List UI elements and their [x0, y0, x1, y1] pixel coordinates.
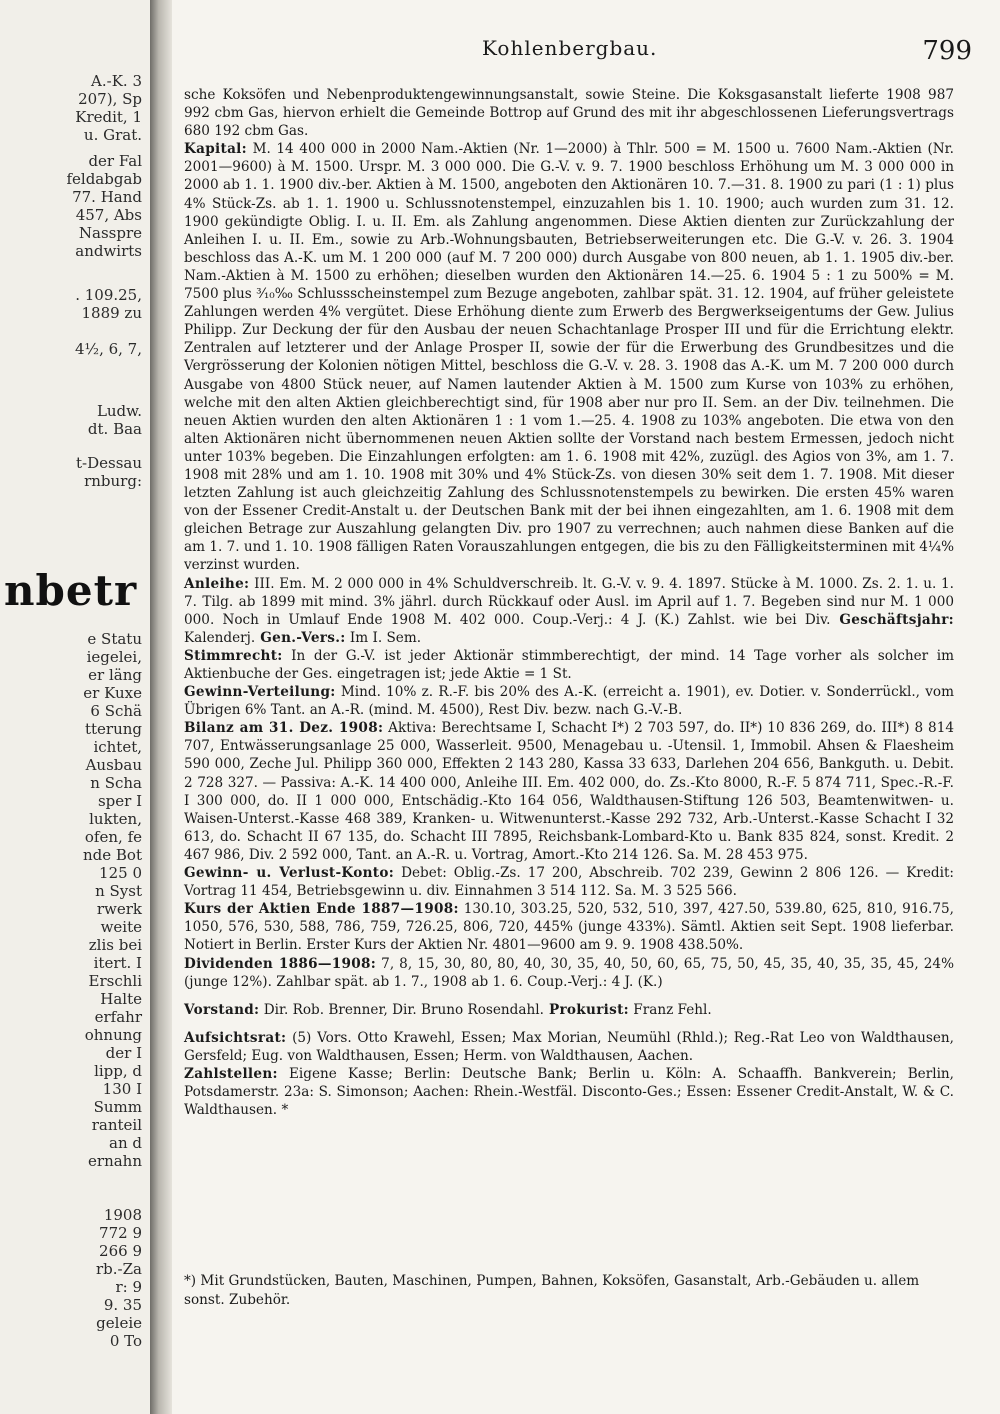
facing-page-line: 9. 35	[103, 1296, 142, 1314]
paragraph-text: (5) Vors. Otto Krawehl, Essen; Max Morian, Neumühl (Rhld.); Reg.-Rat Leo von Waldthausen, Gersfeld; Eug. von Waldthausen, Essen; Herm. von Waldthausen, Aachen.	[184, 1029, 954, 1064]
facing-page-line: weite	[100, 918, 142, 936]
facing-page-line: 457, Abs	[75, 206, 142, 224]
facing-page-line: tterung	[84, 720, 142, 738]
facing-page-line: nde Bot	[83, 846, 142, 864]
paragraph-text: sche Koksöfen und Nebenproduktengewinnungsanstalt, sowie Steine. Die Koksgasanstalt lieferte 1908 987 992 cbm Gas, hiervon erhielt die Gemeinde Bottrop auf Grund des mit ihr abgeschlossenen Lieferungsvertrags 680 192 cbm Gas.	[184, 87, 954, 140]
facing-page-line: 6 Schä	[90, 702, 142, 720]
facing-page-line: 207), Sp	[78, 90, 142, 108]
facing-page-line: lukten,	[89, 810, 142, 828]
facing-page-line: der Fal	[88, 152, 142, 170]
facing-page-line: feldabgab	[66, 170, 142, 188]
paragraph-text: 130.10, 303.25, 520, 532, 510, 397, 427.50, 539.80, 625, 810, 916.75, 1050, 576, 530, 588, 786, 759, 726.25, 806, 720, 445% (junge 433%). Sämtl. Aktien seit Sept. 1908 lieferbar. Notiert in Berlin. Erster Kurs der Aktien Nr. 4801—9600 am 9. 9. 1908 438.50%.	[184, 901, 954, 954]
paragraph-label: Dividenden 1886—1908:	[184, 955, 377, 972]
facing-page-line: rnburg:	[84, 472, 142, 490]
facing-page	[0, 0, 151, 1414]
book-gutter	[150, 0, 172, 1414]
facing-page-line: itert. I	[93, 954, 142, 972]
paragraph	[184, 900, 954, 954]
facing-page-line: an d	[109, 1134, 142, 1152]
facing-page-line: sper I	[97, 792, 142, 810]
paragraph-text: Kalenderj.	[184, 629, 256, 646]
paragraph-text: Im I. Sem.	[345, 629, 422, 646]
paragraph	[184, 647, 954, 683]
facing-page-line: Nasspre	[78, 224, 142, 242]
page-number: 799	[922, 36, 972, 66]
paragraph-text: Debet: Oblig.-Zs. 17 200, Abschreib. 702 239, Gewinn 2 806 126. — Kredit: Vortrag 11 454, Betriebsgewinn u. div. Einnahmen 3 514 112. Sa. M. 3 525 566.	[184, 865, 954, 900]
facing-page-line: rwerk	[96, 900, 142, 918]
paragraph-text: Aktiva: Berechtsame I, Schacht I*) 2 703 597, do. II*) 10 836 269, do. III*) 8 814 707, Entwässerungsanlage 25 000, Wasserleit. 9500, Menagebau u. -Utensil. 1, Immobil. Ahsen & Flaesheim 590 000, Zeche Jul. Philipp 360 000, Effekten 2 143 280, Kassa 33 633, Darlehen 204 656, Bankguth. u. Debit. 2 728 327. — Passiva: A.-K. 14 400 000, Anleihe III. Em. 402 000, do. Zs.-Kto 8000, R.-F. 5 874 711, Spec.-R.-F. I 300 000, do. II 1 000 000, Entschädig.-Kto 164 056, Waldthausen-Stiftung 126 503, Beamtenwitwen- u. Waisen-Unterst.-Kasse 468 389, Kranken- u. Witwenunterst.-Kasse 292 732, Arb.-Unterst.-Kasse Schacht I 32 613, do. Schacht II 67 135, do. Schacht III 7895, Reichsbank-Lombard-Kto u. Bank 835 824, sonst. Kredit. 2 467 986, Div. 2 592 000, Tant. an A.-R. u. Vortrag, Amort.-Kto 214 126. Sa. M. 28 453 975.	[184, 720, 955, 863]
paragraph	[184, 1001, 954, 1019]
facing-page-line: e Statu	[87, 630, 142, 648]
facing-page-line: er läng	[88, 666, 142, 684]
facing-page-line: rb.-Za	[96, 1260, 142, 1278]
paragraph-text: Franz Fehl.	[628, 1001, 712, 1018]
facing-page-line: Erschli	[88, 972, 142, 990]
paragraph-label: Anleihe:	[184, 575, 250, 592]
facing-page-line: der I	[105, 1044, 142, 1062]
paragraph-text: M. 14 400 000 in 2000 Nam.-Aktien (Nr. 1—2000) à Thlr. 500 = M. 1500 u. 7600 Nam.-Aktien (Nr. 2001—9600) à M. 1500. Urspr. M. 3 000 000. Die G.-V. v. 9. 7. 1900 beschloss Erhöhung um M. 3 000 000 in 2000 ab 1. 1. 1900 div.-ber. Aktien à M. 1500, angeboten den Aktionären 10. 7.—31. 8. 1900 zu pari (1 : 1) plus 4% Stück-Zs. ab 1. 1. 1900 u. Schlussnotenstempel, einzuzahlen bis 1. 10. 1900; auch wurden zum 31. 12. 1900 gekündigte Oblig. I. u. II. Em. als Zahlung angenommen. Diese Aktien dienten zur Zurückzahlung der Anleihen I. u. II. Em., sowie zu Arb.-Wohnungsbauten, Betriebserweiterungen etc. Die G.-V. v. 26. 3. 1904 beschloss das A.-K. um M. 1 200 000 (auf M. 7 200 000) durch Ausgabe von 800 neuen, ab 1. 1. 1905 div.-ber. Nam.-Aktien à M. 1500 zu erhöhen; dieselben wurden den Aktionären 14.—25. 6. 1904 5 : 1 zu 500% = M. 7500 plus ³⁄₁₀‰ Schlussscheinstempel zum Bezuge angeboten, zahlbar spät. 31. 12. 1904, auf früher geleistete Zahlungen werden 4% vergütet. Diese Erhöhung diente zum Erwerb des Bergwerkseigentums der Gew. Julius Philipp. Zur Deckung der für den Ausbau der neuen Schachtanlage Prosper III und für die Errichtung elektr. Zentralen auf letzterer und der Anlage Prosper II, sowie der für die Erwerbung des Grundbesitzes und die Vergrösserung der Kolonien nötigen Mittel, beschloss die G.-V. v. 28. 3. 1908 das A.-K. um M. 7 200 000 durch Ausgabe von 4800 Stück neuer, auf Namen lautender Aktien à M. 1500 zum Kurse von 103% zu erhöhen, welche mit den alten Aktien gleichberechtigt sind, für 1908 aber nur pro II. Sem. an der Div. teilnehmen. Die neuen Aktien wurden den alten Aktionären 1 : 1 vom 1.—25. 4. 1908 zu 103% angeboten. Die etwa von den alten Aktionären nicht übernommenen neuen Aktien sollte der Vorstand nach bestem Ermessen, jedoch nicht unter 103% begeben. Die Einzahlungen erfolgten: am 1. 6. 1908 mit 42%, zuzügl. des Agios von 3%, am 1. 7. 1908 mit 28% und am 1. 10. 1908 mit 30% und 4% Stück-Zs. von diesen 30% seit dem 1. 7. 1908. Mit dieser letzten Zahlung ist auch gleichzeitig Zahlung des Schlussnotenstempels zu bewirken. Die ersten 45% waren von der Essener Credit-Anstalt u. der Deutschen Bank mit der bei ihnen eingezahlten, am 1. 6. 1908 mit dem gleichen Betrage zur Auszahlung gelangten Div. pro 1907 zu verrechnen; auch nahmen diese Banken auf die am 1. 7. und 1. 10. 1908 fälligen Raten Vorauszahlungen entgegen, die bis zu den Fälligkeitsterminen mit 4¼% verzinst wurden.	[184, 141, 954, 574]
footnote: *) Mit Grundstücken, Bauten, Maschinen, Pumpen, Bahnen, Koksöfen, Gasanstalt, Arb.-Gebäuden u. allem sonst. Zubehör.	[184, 1273, 920, 1308]
facing-page-line: 1908	[103, 1206, 142, 1224]
facing-page-line: ichtet,	[93, 738, 142, 756]
paragraph-label: Geschäftsjahr:	[830, 611, 955, 628]
facing-page-line: iegelei,	[86, 648, 142, 666]
paragraph-text: 7, 8, 15, 30, 80, 80, 40, 30, 35, 40, 50, 60, 65, 75, 50, 45, 35, 40, 35, 35, 45, 24% (junge 12%). Zahlbar spät. ab 1. 7., 1908 ab 1. 6. Coup.-Verj.: 4 J. (K.)	[184, 955, 954, 990]
facing-page-line: r: 9	[115, 1278, 142, 1296]
paragraph	[184, 575, 954, 647]
paragraph	[184, 864, 954, 900]
facing-page-line: n Syst	[95, 882, 142, 900]
facing-page-line: u. Grat.	[83, 126, 142, 144]
paragraph-label: Kurs der Aktien Ende 1887—1908:	[184, 901, 459, 918]
main-page	[172, 0, 1000, 1414]
paragraph-label: Bilanz am 31. Dez. 1908:	[184, 720, 384, 737]
paragraph	[184, 683, 954, 719]
facing-page-line: ernahn	[88, 1152, 142, 1170]
paragraph	[184, 955, 954, 991]
facing-page-line: er Kuxe	[83, 684, 142, 702]
facing-page-line: 77. Hand	[72, 188, 142, 206]
paragraph-label: Gewinn-Verteilung:	[184, 684, 336, 701]
paragraph	[184, 140, 954, 574]
facing-page-line: ofen, fe	[84, 828, 142, 846]
facing-page-line: . 109.25,	[75, 286, 142, 304]
facing-page-line: 266 9	[99, 1242, 142, 1260]
paragraph-label: Stimmrecht:	[184, 647, 283, 664]
paragraph-label: Prokurist:	[543, 1001, 629, 1018]
paragraph-label: Gen.-Vers.:	[255, 629, 346, 646]
facing-page-line: zlis bei	[88, 936, 142, 954]
running-title: Kohlenbergbau.	[482, 36, 658, 60]
page-header	[172, 36, 972, 68]
paragraph	[184, 1029, 954, 1065]
facing-page-line: 772 9	[99, 1224, 142, 1242]
facing-page-line: andwirts	[75, 242, 142, 260]
facing-page-line: 1889 zu	[81, 304, 142, 322]
paragraph	[184, 86, 954, 140]
facing-page-line: Ludw.	[96, 402, 142, 420]
facing-page-line: Ausbau	[85, 756, 142, 774]
paragraph-label: Gewinn- u. Verlust-Konto:	[184, 865, 395, 882]
facing-page-line: t-Dessau	[76, 454, 142, 472]
paragraph-label: Kapital:	[184, 141, 247, 158]
facing-page-line: ohnung	[84, 1026, 142, 1044]
page-body	[184, 86, 954, 1119]
paragraph-text: Mind. 10% z. R.-F. bis 20% des A.-K. (erreicht a. 1901), ev. Dotier. v. Sonderrückl., vom Übrigen 6% Tant. an A.-R. (mind. M. 4500), Rest Div. bezw. nach G.-V.-B.	[184, 684, 954, 719]
facing-page-line: 125 0	[99, 864, 142, 882]
facing-page-line: erfahr	[94, 1008, 142, 1026]
facing-page-line: Halte	[100, 990, 142, 1008]
facing-page-line: 4½, 6, 7,	[74, 340, 142, 358]
facing-page-line: A.-K. 3	[91, 72, 142, 90]
paragraph-label: Aufsichtsrat:	[184, 1029, 287, 1046]
facing-page-heading: nbetr	[4, 566, 138, 615]
facing-page-line: lipp, d	[94, 1062, 142, 1080]
paragraph	[184, 719, 954, 864]
paragraph-label: Zahlstellen:	[184, 1065, 278, 1082]
paragraph	[184, 1065, 954, 1119]
facing-page-line: Kredit, 1	[75, 108, 142, 126]
facing-page-line: ranteil	[91, 1116, 142, 1134]
paragraph-text: Dir. Rob. Brenner, Dir. Bruno Rosendahl.	[259, 1001, 544, 1018]
paragraph-label: Vorstand:	[184, 1001, 260, 1018]
facing-page-line: dt. Baa	[87, 420, 142, 438]
paragraph-text: III. Em. M. 2 000 000 in 4% Schuldverschreib. lt. G.-V. v. 9. 4. 1897. Stücke à M. 1000. Zs. 2. 1. u. 1. 7. Tilg. ab 1899 mit mind. 3% jährl. durch Rückkauf oder Ausl. im April auf 1. 7. Begeben sind nur M. 1 000 000. Noch in Umlauf Ende 1908 M. 402 000. Coup.-Verj.: 4 J. (K.) Zahlst. wie bei Div.	[184, 575, 954, 628]
facing-page-line: 0 To	[109, 1332, 142, 1350]
paragraph-text: In der G.-V. ist jeder Aktionär stimmberechtigt, der mind. 14 Tage vorher als solcher im Aktienbuche der Ges. eingetragen ist; jede Aktie = 1 St.	[184, 647, 954, 682]
facing-page-line: n Scha	[90, 774, 142, 792]
facing-page-line: 130 I	[102, 1080, 142, 1098]
facing-page-line: Summ	[93, 1098, 142, 1116]
paragraph-text: Eigene Kasse; Berlin: Deutsche Bank; Berlin u. Köln: A. Schaaffh. Bankverein; Berlin, Potsdamerstr. 23a: S. Simonson; Aachen: Rhein.-Westfäl. Disconto-Ges.; Essen: Essener Credit-Anstalt, W. & C. Waldthausen. *	[184, 1065, 954, 1119]
facing-page-line: geleie	[96, 1314, 142, 1332]
